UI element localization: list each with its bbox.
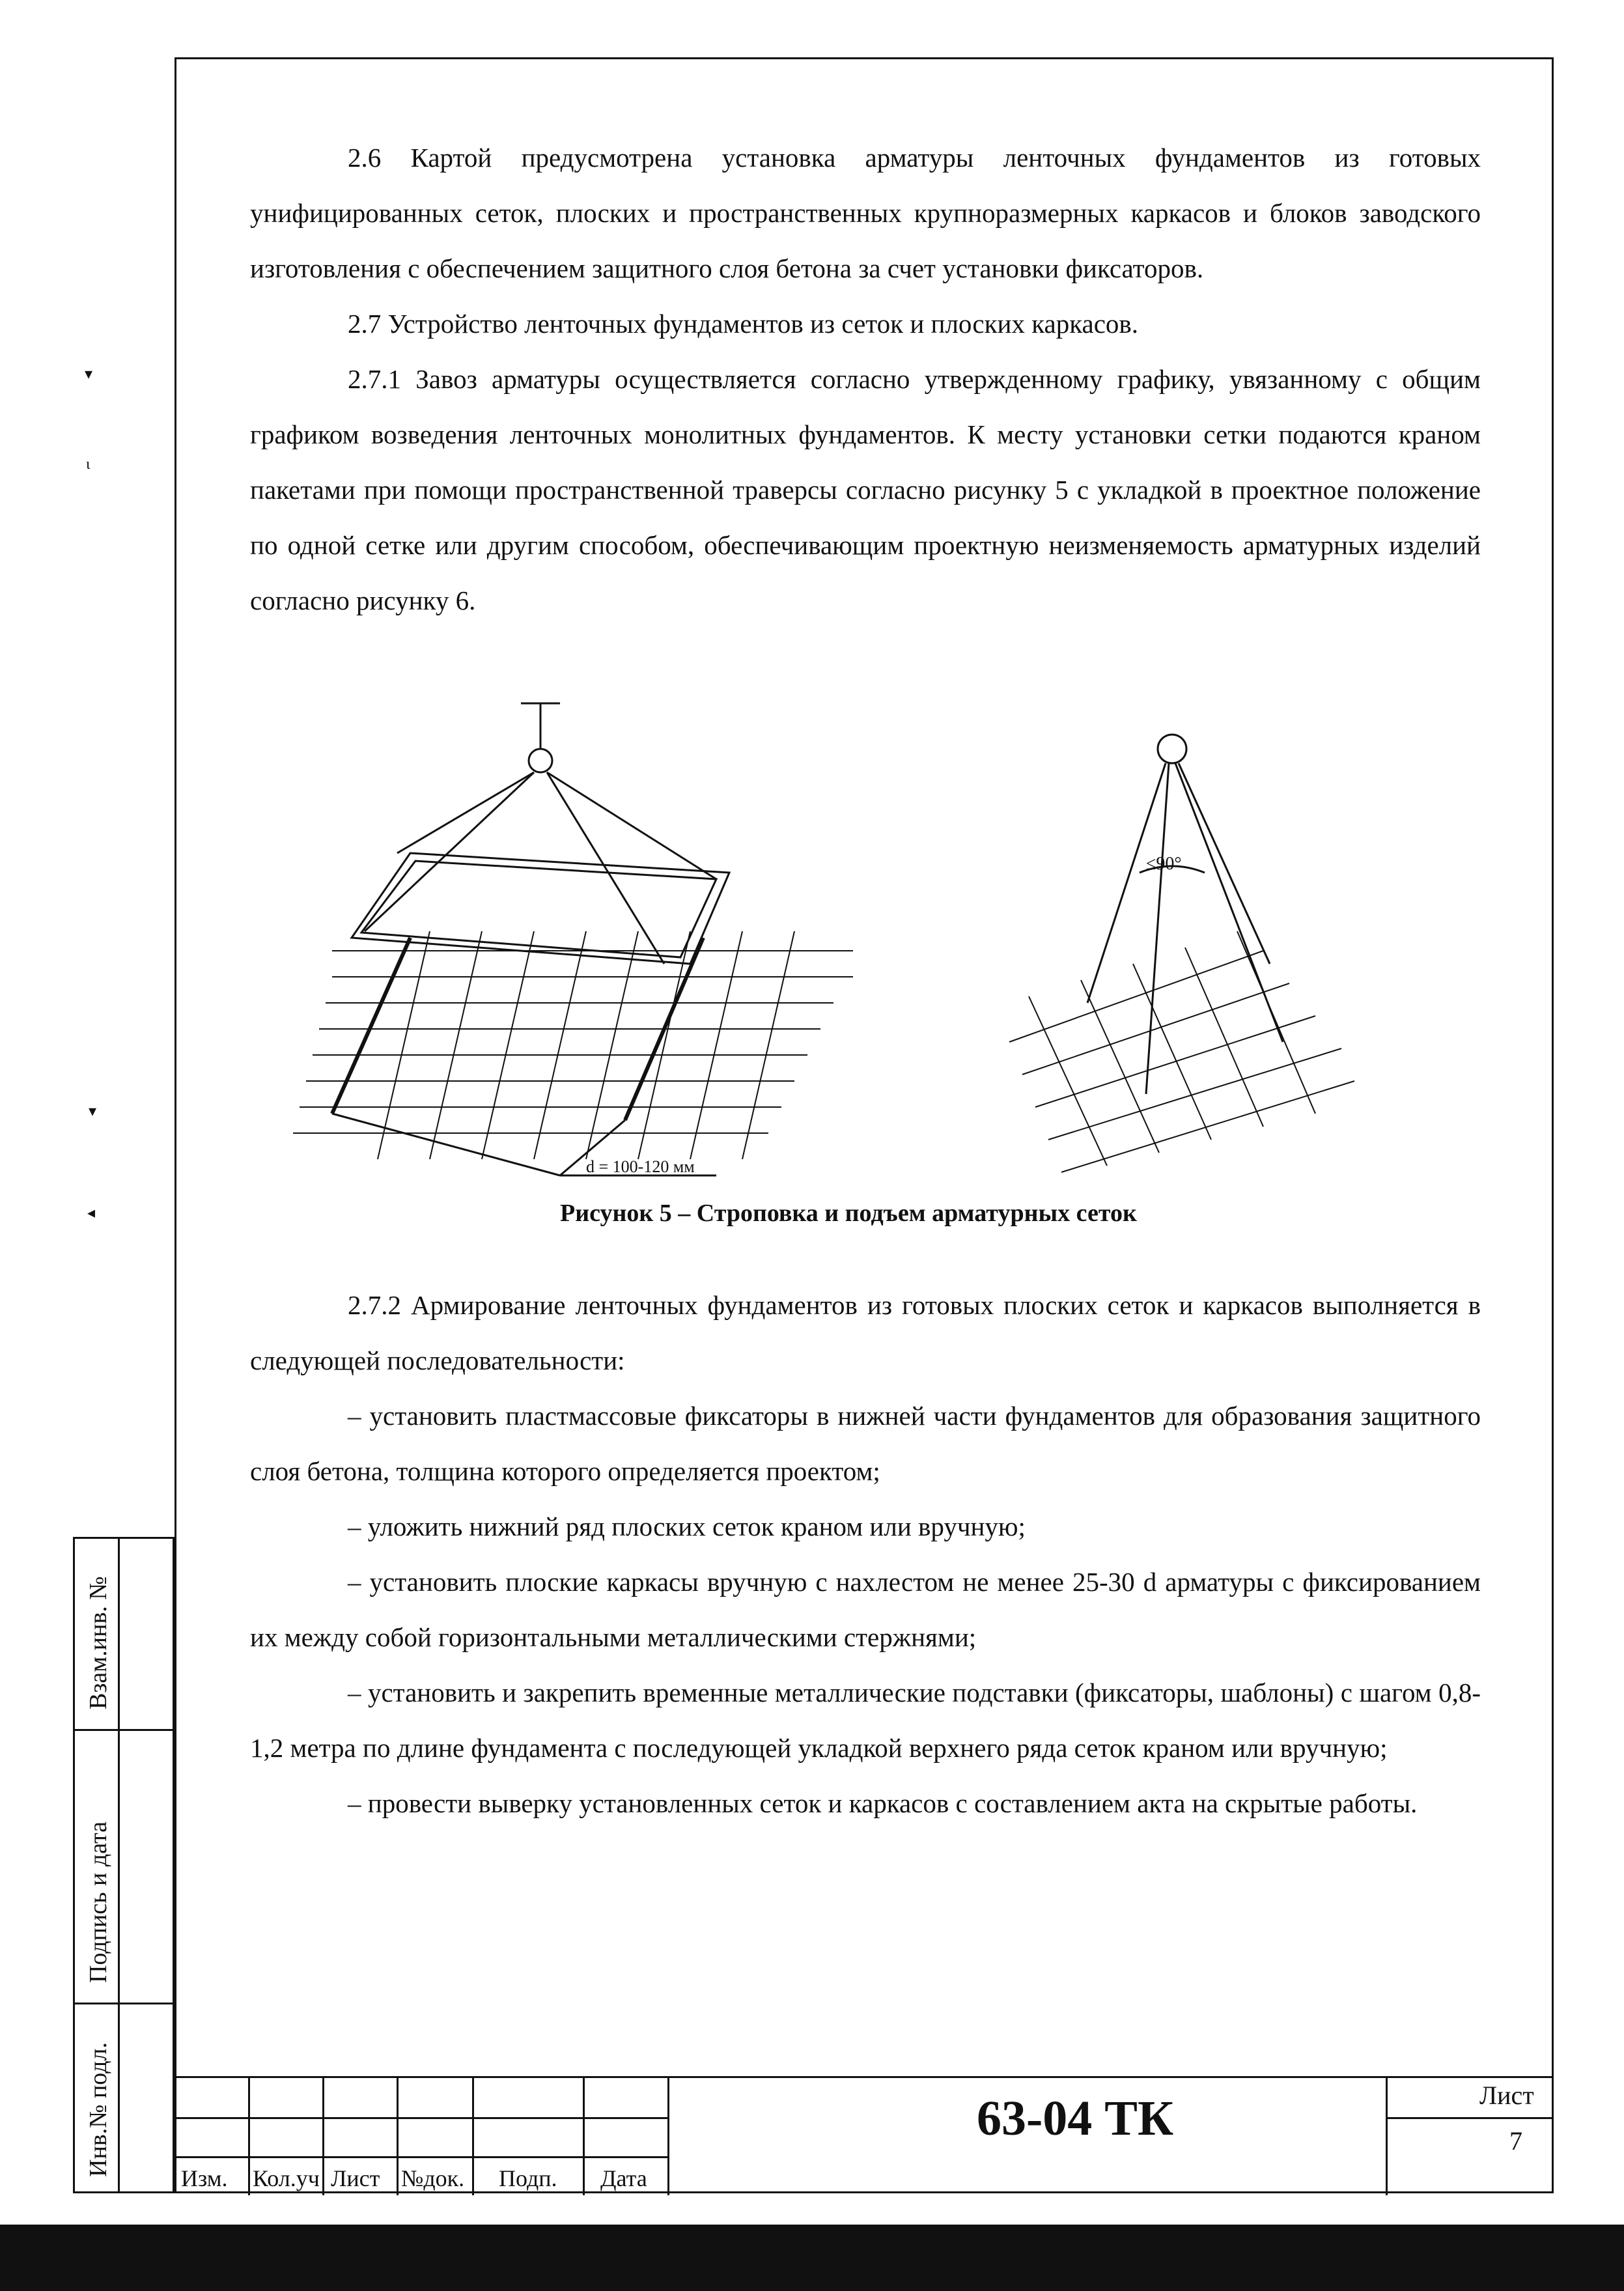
- figure-5: [247, 690, 1367, 1185]
- paragraph-2-7: 2.7 Устройство ленточных фундаментов из сеток и плоских каркасов.: [348, 309, 1139, 339]
- tb-ndok: №док.: [401, 2165, 465, 2191]
- list-item: – установить пластмассовые фиксаторы в нижней части фундаментов для образования защитного слоя бетона, толщина которого определяется проектом;: [250, 1401, 1481, 1486]
- title-block: [175, 2076, 1554, 2193]
- scan-border: [0, 2225, 1624, 2291]
- tb-data: Дата: [600, 2165, 647, 2191]
- side-label-vzam: Взам.инв. №: [85, 1576, 112, 1709]
- side-label-inv: Инв.№ подл.: [85, 2042, 112, 2177]
- sheet-number: 7: [1509, 2126, 1522, 2156]
- side-stamp: [73, 1537, 175, 2193]
- document-code: 63-04 ТК: [977, 2091, 1174, 2146]
- scan-mark: ▾: [89, 1103, 97, 1120]
- dimension-label: d = 100-120 мм: [586, 1157, 695, 1176]
- figure-caption: Рисунок 5 – Строповка и подъем арматурных сеток: [560, 1200, 1137, 1227]
- tb-list: Лист: [331, 2165, 380, 2191]
- paragraph-2-6: 2.6 Картой предусмотрена установка арматуры ленточных фундаментов из готовых унифицированных сеток, плоских и пространственных крупноразмерных каркасов и блоков заводского изготовления с обеспечением защитного слоя бетона за счет установки фиксаторов.: [250, 143, 1481, 283]
- scan-mark: ◂: [87, 1205, 96, 1222]
- list-item: – установить плоские каркасы вручную с нахлестом не менее 25-30 d арматуры с фиксированием их между собой горизонтальными металлическими стержнями;: [250, 1567, 1481, 1652]
- body-text-bottom: [250, 1278, 1481, 1831]
- scan-mark: ▾: [85, 366, 93, 383]
- tb-izm: Изм.: [181, 2165, 228, 2191]
- body-text-top: [250, 130, 1481, 628]
- list-item: – уложить нижний ряд плоских сеток краном или вручную;: [348, 1511, 1026, 1541]
- side-label-podpis: Подпись и дата: [85, 1821, 112, 1983]
- paragraph-2-7-1: 2.7.1 Завоз арматуры осуществляется согласно утвержденному графику, увязанному с общим графиком возведения ленточных монолитных фундаментов. К месту установки сетки подаются краном пакетами при помощи пространственной траверсы согласно рисунку 5 с укладкой в проектное положение по одной сетке или другим способом, обеспечивающим проектную неизменяемость арматурных изделий согласно рисунку 6.: [250, 364, 1481, 615]
- tb-kol: Кол.уч: [253, 2165, 320, 2191]
- tb-podp: Подп.: [499, 2165, 557, 2191]
- paragraph-2-7-2: 2.7.2 Армирование ленточных фундаментов из готовых плоских сеток и каркасов выполняется в следующей последовательности:: [250, 1290, 1481, 1375]
- list-item: – провести выверку установленных сеток и каркасов с составлением акта на скрытые работы.: [348, 1788, 1418, 1818]
- sheet-label: Лист: [1479, 2081, 1534, 2110]
- list-item: – установить и закрепить временные металлические подставки (фиксаторы, шаблоны) с шагом 0,8-1,2 метра по длине фундамента с последующей укладкой верхнего ряда сеток краном или вручную;: [250, 1678, 1481, 1763]
- scan-mark: ɩ: [86, 456, 91, 473]
- angle-label: ≤90°: [1146, 854, 1182, 874]
